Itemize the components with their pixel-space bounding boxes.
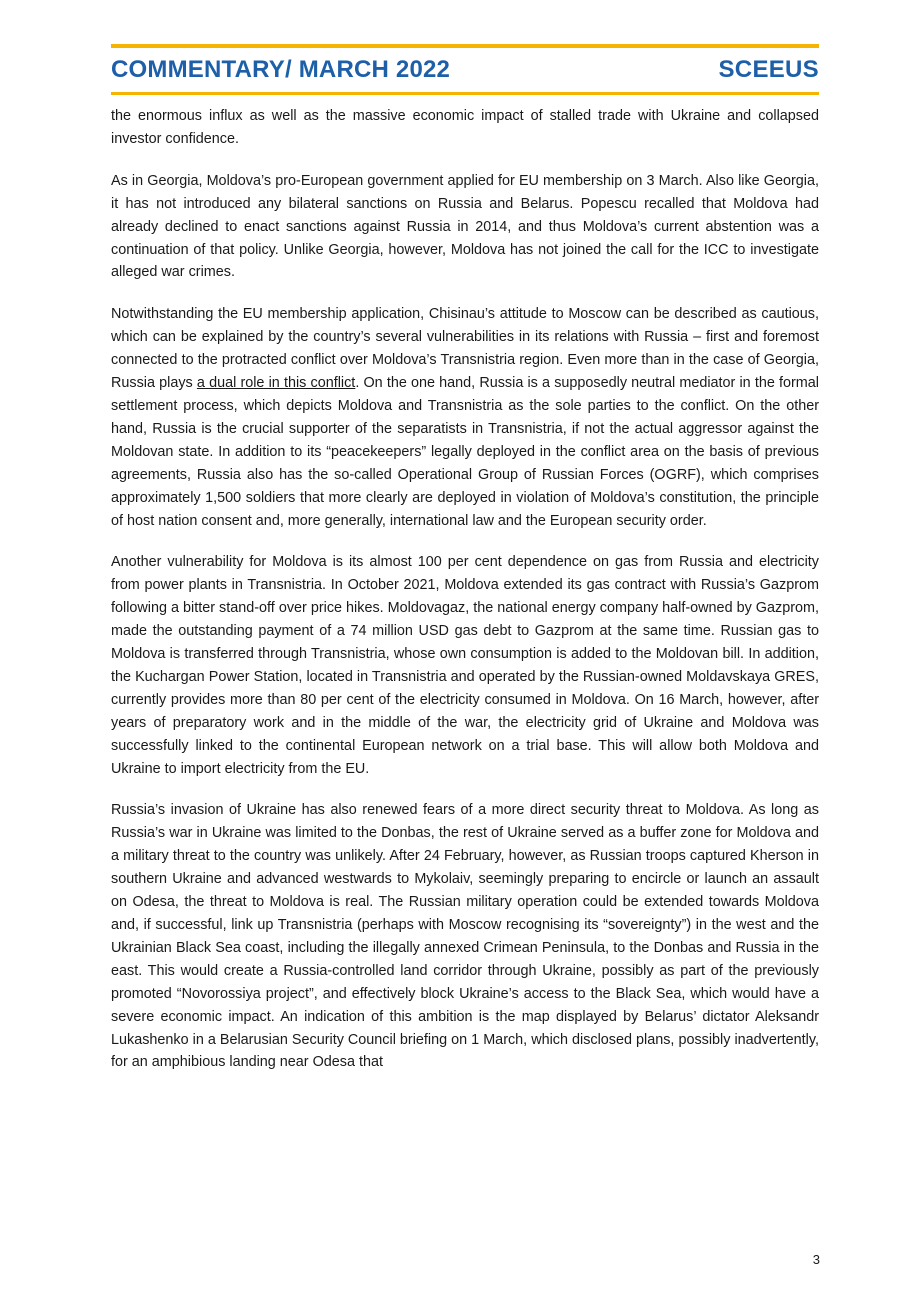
paragraph-3-end: . On the one hand, Russia is a supposedly neutral mediator in the formal settlement process, which depicts Moldova and Transnistria as the sole parties to the conflict. On the other hand, Russia is the crucial supporter of the separatists in Transnistria, if not the actual aggressor against the Moldovan state. In addition to its “peacekeepers” legally deployed in the conflict area on the basis of previous agreements, Russia also has the so-called Operational Group of Russian Forces (OGRF), which comprises approximately 1,500 soldiers that more clearly are deployed in violation of Moldova’s constitution, the principle of host nation consent and, more generally, international law and the European security order. [111, 375, 819, 529]
header-top-rule [111, 44, 819, 48]
paragraph-1: the enormous influx as well as the massive economic impact of stalled trade with Ukraine and collapsed investor confidence. [111, 108, 819, 147]
paragraph-2: As in Georgia, Moldova’s pro-European government applied for EU membership on 3 March. Also like Georgia, it has not introduced any bilateral sanctions on Russia and Belarus. Popescu recalled that Moldova had already declined to enact sanctions against Russia in 2014, and thus Moldova’s current abstention was a continuation of that policy. Unlike Georgia, however, Moldova has not joined the call for the ICC to investigate alleged war crimes. [111, 172, 819, 281]
header-brand: SCEEUS [718, 56, 819, 83]
dual-role-link[interactable]: a dual role in this conflict [196, 375, 356, 392]
paragraph-3 [111, 303, 819, 532]
paragraph-4: Another vulnerability for Moldova is its almost 100 per cent dependence on gas from Russia and electricity from power plants in Transnistria. In October 2021, Moldova extended its gas contract with Russia’s Gazprom following a bitter stand-off over price hikes. Moldovagaz, the national energy company half-owned by Gazprom, made the outstanding payment of a 74 million USD gas debt to Gazprom at the same time. Russian gas to Moldova is transferred through Transnistria, whose own consumption is added to the Moldovan bill. In addition, the Kuchargan Power Station, located in Transnistria and operated by the Russian-owned Moldavskaya GRES, currently provides more than 80 per cent of the electricity consumed in Moldova. On 16 March, however, after years of preparatory work and in the middle of the war, the electricity grid of Ukraine and Moldova was successfully linked to the continental European network on a trial base. This will allow both Moldova and Ukraine to import electricity from the EU. [111, 554, 819, 777]
body-text [111, 105, 819, 1093]
page-header [111, 52, 819, 88]
paragraph-3-start: Notwithstanding the EU membership application, Chisinau’s attitude to Moscow can be described as cautious, which can be explained by the country’s several vulnerabilities in its relations with Russia – first and foremost connected to the protracted conflict over Moldova’s Transnistria region. Even more than in the case of Georgia, Russia plays [111, 306, 819, 392]
paragraph-5: Russia’s invasion of Ukraine has also renewed fears of a more direct security threat to Moldova. As long as Russia’s war in Ukraine was limited to the Donbas, the rest of Ukraine served as a buffer zone for Moldova and a military threat to the country was unlikely. After 24 February, however, as Russian troops captured Kherson in southern Ukraine and advanced westwards to Mykolaiv, seemingly preparing to encircle or launch an assault on Odesa, the threat to Moldova is real. The Russian military operation could be extended towards Moldova and, if successful, link up Transnistria (perhaps with Moscow recognising its “sovereignty”) in the west and the Ukrainian Black Sea coast, including the illegally annexed Crimean Peninsula, to the Donbas and Russia in the east. This would create a Russia-controlled land corridor through Ukraine, possibly as part of the previously promoted “Novorossiya project”, and effectively block Ukraine’s access to the Black Sea, which would have a severe economic impact. An indication of this ambition is the map displayed by Belarus’ dictator Aleksandr Lukashenko in a Belarusian Security Council briefing on 1 March, which disclosed plans, possibly inadvertently, for an amphibious landing near Odesa that [111, 802, 819, 1071]
page-number: 3 [812, 1252, 820, 1267]
header-bottom-rule [111, 92, 819, 95]
header-title: COMMENTARY/ MARCH 2022 [111, 56, 451, 83]
